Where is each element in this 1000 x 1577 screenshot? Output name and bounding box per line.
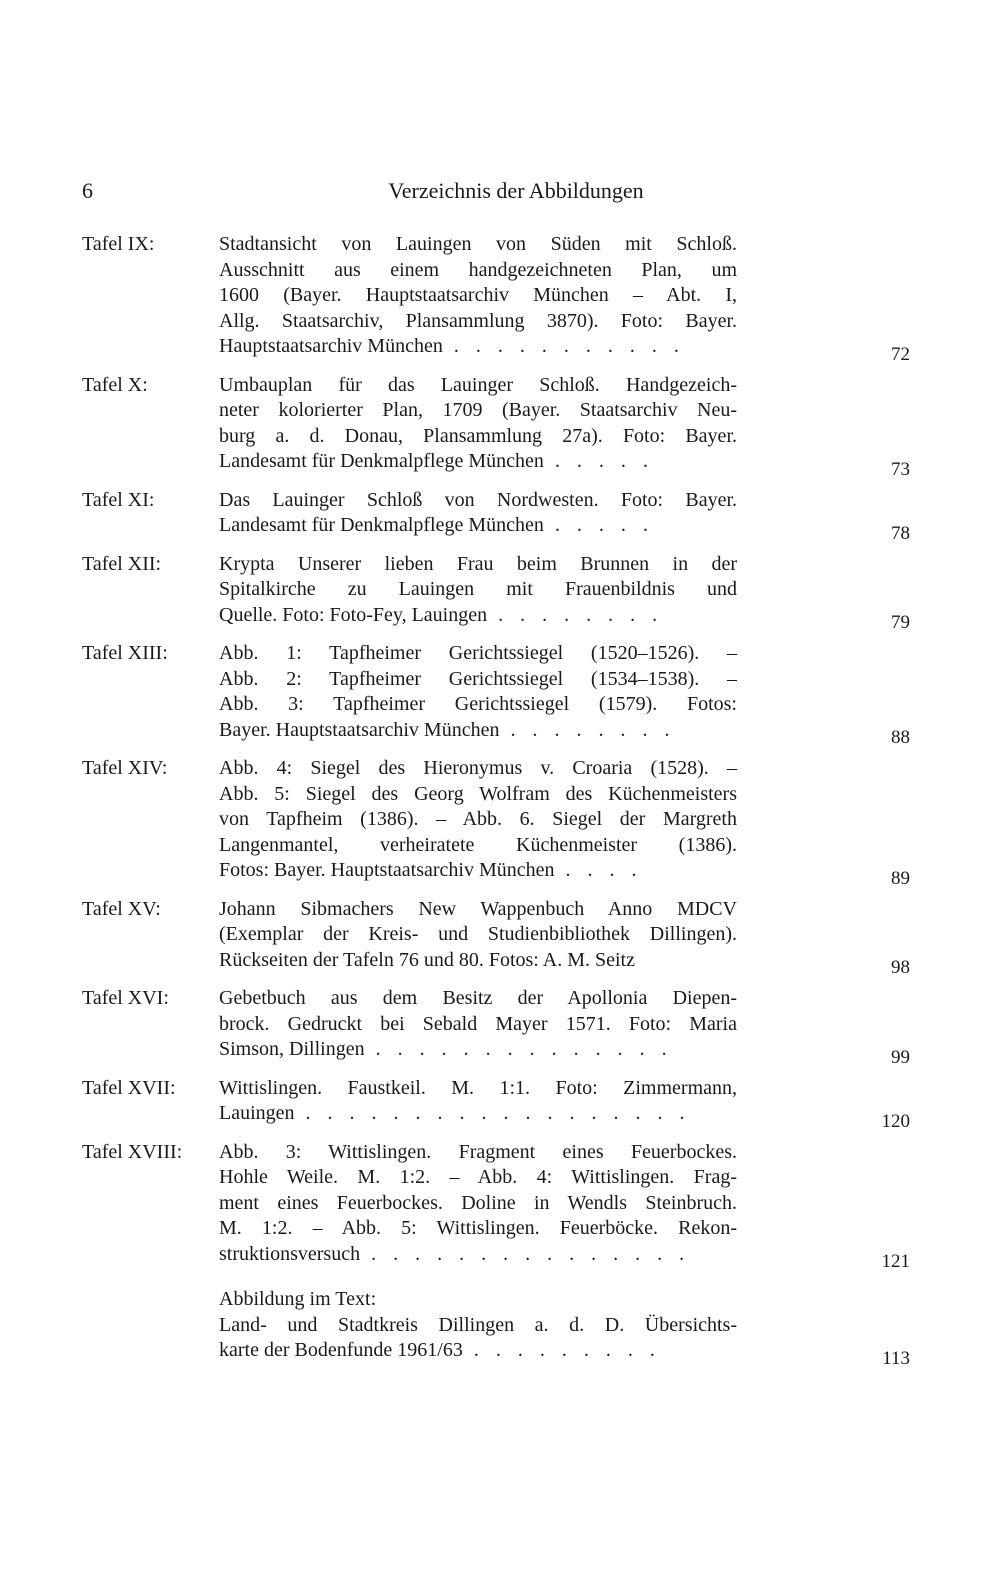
page-reference: 99 (891, 1046, 910, 1068)
plate-label: Tafel XI: (82, 488, 155, 511)
leader-dots: . . . . . . . . . (462, 1339, 661, 1361)
description-line (219, 782, 737, 808)
line-text: neter kolorierter Plan, 1709 (Bayer. Staatsarchiv Neu- (219, 399, 737, 421)
description-line (219, 897, 737, 923)
line-text: brock. Gedruckt bei Sebald Mayer 1571. Foto: Maria (219, 1012, 737, 1035)
running-title: Verzeichnis der Abbildungen (388, 178, 644, 203)
description-line (219, 1076, 737, 1102)
description-line (219, 667, 737, 693)
leader-dots: . . . . . . . . . . . (442, 335, 685, 357)
page-reference: 78 (891, 522, 910, 544)
figure-description (219, 897, 737, 974)
description-line (219, 1216, 737, 1242)
description-line (219, 398, 737, 424)
line-text: Spitalkirche zu Lauingen mit Frauenbildnis und (219, 578, 737, 600)
plate-label: Tafel XVIII: (82, 1140, 183, 1163)
line-text: burg a. d. Donau, Plansammlung 27a). Foto: Bayer. (219, 424, 737, 447)
leader-dots: . . . . (554, 859, 643, 881)
line-text: (Exemplar der Kreis- und Studienbibliothek Dillingen). (219, 923, 737, 945)
description-line (219, 922, 737, 948)
leader-dots: . . . . . . . . . . . . . . (364, 1038, 673, 1060)
description-line (219, 1191, 737, 1217)
figure-entry (82, 488, 910, 544)
line-text: Wittislingen. Faustkeil. M. 1:1. Foto: Zimmermann, (219, 1076, 737, 1099)
line-text: Hohle Weile. M. 1:2. – Abb. 4: Wittislingen. Frag- (219, 1166, 737, 1188)
figure-description (219, 986, 737, 1063)
figure-description (219, 552, 737, 629)
figure-description (219, 641, 737, 743)
figure-description (219, 488, 737, 539)
plate-label: Tafel IX: (82, 233, 155, 255)
figure-entry (82, 232, 910, 365)
line-text: Abb. 5: Siegel des Georg Wolfram des Küchenmeisters (219, 782, 737, 805)
figure-entry (82, 1076, 910, 1132)
line-text: Krypta Unserer lieben Frau beim Brunnen in der (219, 552, 737, 575)
description-line (219, 858, 737, 884)
description-line (219, 641, 737, 667)
plate-label: Tafel XIV: (82, 757, 168, 779)
leader-dots: . . . . . . . . . . . . . . . (360, 1242, 691, 1265)
description-line (219, 232, 737, 258)
page-reference: 98 (891, 957, 910, 978)
description-line (219, 552, 737, 578)
line-text: Stadtansicht von Lauingen von Süden mit Schloß. (219, 233, 737, 255)
description-line (219, 1165, 737, 1191)
description-line (219, 334, 737, 360)
page-reference: 79 (891, 612, 910, 633)
figure-description (219, 232, 737, 360)
figure-entry (82, 641, 910, 748)
description-line (219, 283, 737, 309)
leader-dots: . . . . . . . . (499, 718, 676, 741)
page-reference: 89 (891, 867, 910, 889)
line-text: Langenmantel, verheiratete Küchenmeister (1386). (219, 833, 737, 856)
line-text: ment eines Feuerbockes. Doline in Wendls Steinbruch. (219, 1191, 737, 1214)
line-text: Simson, Dillingen (219, 1038, 365, 1060)
line-text: Abb. 2: Tapfheimer Gerichtssiegel (1534–1538). – (219, 667, 737, 690)
figure-description (219, 756, 737, 884)
line-text: Landesamt für Denkmalpflege München (219, 450, 544, 472)
description-line (219, 1338, 737, 1364)
description-line (219, 718, 737, 744)
figure-entry (82, 373, 910, 480)
description-line (219, 577, 737, 603)
line-text: M. 1:2. – Abb. 5: Wittislingen. Feuerböcke. Rekon- (219, 1217, 737, 1239)
description-line (219, 488, 737, 514)
line-text: von Tapfheim (1386). – Abb. 6. Siegel der Margreth (219, 808, 737, 830)
plate-label: Tafel XVII: (82, 1076, 176, 1099)
leader-dots: . . . . . (543, 514, 654, 536)
line-text: Bayer. Hauptstaatsarchiv München (219, 718, 500, 741)
description-line (219, 948, 737, 974)
figure-entry (82, 756, 910, 889)
description-line (219, 986, 737, 1012)
description-line (219, 1037, 737, 1063)
line-text: Hauptstaatsarchiv München (219, 335, 443, 357)
description-line (219, 807, 737, 833)
description-line (219, 603, 737, 629)
page-number: 6 (82, 178, 93, 203)
text-figure-entry (82, 1287, 910, 1369)
line-text: Land- und Stadtkreis Dillingen a. d. D. Übersichts- (219, 1313, 737, 1336)
line-text: Abb. 4: Siegel des Hieronymus v. Croaria (1528). – (219, 757, 737, 779)
description-line (219, 833, 737, 859)
description-line (219, 1101, 737, 1127)
page-reference: 121 (881, 1251, 910, 1272)
line-text: karte der Bodenfunde 1961/63 (219, 1339, 463, 1361)
figure-description (219, 1076, 737, 1127)
line-text: Landesamt für Denkmalpflege München (219, 514, 544, 536)
line-text: Quelle. Foto: Foto-Fey, Lauingen (219, 603, 488, 626)
line-text: Lauingen (219, 1102, 295, 1124)
plate-label: Tafel XV: (82, 897, 161, 920)
description-line (219, 692, 737, 718)
leader-dots: . . . . . . . . . . . . . . . . . . (294, 1102, 691, 1124)
figure-list (82, 232, 910, 1377)
line-text: struktionsversuch (219, 1242, 361, 1265)
description-line (219, 1012, 737, 1038)
description-line (219, 424, 737, 450)
figure-entry (82, 986, 910, 1068)
page-reference: 88 (891, 727, 910, 748)
description-line (219, 449, 737, 475)
line-text: Abb. 3: Tapfheimer Gerichtssiegel (1579). Fotos: (219, 693, 737, 715)
description-line (219, 1313, 737, 1339)
line-text: Gebetbuch aus dem Besitz der Apollonia Diepen- (219, 987, 737, 1009)
line-text: Abb. 1: Tapfheimer Gerichtssiegel (1520–1526). – (219, 642, 737, 664)
figure-description (219, 373, 737, 475)
plate-label: Tafel XIII: (82, 642, 168, 664)
description-line (219, 258, 737, 284)
line-text: Ausschnitt aus einem handgezeichneten Plan, um (219, 258, 737, 281)
description-line (219, 513, 737, 539)
plate-label: Tafel XII: (82, 552, 162, 575)
description-line (219, 1242, 737, 1268)
page-reference: 120 (881, 1110, 910, 1132)
figure-description (219, 1287, 737, 1364)
page-header (82, 178, 910, 208)
description-line (219, 1140, 737, 1166)
line-text: Abb. 3: Wittislingen. Fragment eines Feuerbockes. (219, 1140, 737, 1163)
plate-label: Tafel X: (82, 373, 148, 396)
line-text: Johann Sibmachers New Wappenbuch Anno MDCV (219, 897, 737, 920)
figure-entry (82, 552, 910, 633)
line-text: Das Lauinger Schloß von Nordwesten. Foto: Bayer. (219, 488, 737, 511)
page-reference: 72 (891, 343, 910, 365)
leader-dots: . . . . . . . . (487, 603, 664, 626)
figure-entry (82, 897, 910, 978)
line-text: Umbauplan für das Lauinger Schloß. Handgezeich- (219, 373, 737, 396)
page-reference: 113 (882, 1347, 910, 1369)
line-text: 1600 (Bayer. Hauptstaatsarchiv München – Abt. I, (219, 284, 737, 306)
figure-description (219, 1140, 737, 1268)
description-line (219, 373, 737, 399)
line-text: Rückseiten der Tafeln 76 und 80. Fotos: A. M. Seitz (219, 948, 635, 971)
leader-dots: . . . . . (543, 450, 654, 472)
plate-label: Tafel XVI: (82, 987, 169, 1009)
text-figures-heading: Abbildung im Text: (219, 1288, 377, 1310)
line-text: Fotos: Bayer. Hauptstaatsarchiv München (219, 859, 555, 881)
page-reference: 73 (891, 458, 910, 480)
description-line (219, 309, 737, 335)
line-text: Allg. Staatsarchiv, Plansammlung 3870). Foto: Bayer. (219, 309, 737, 332)
description-line (219, 756, 737, 782)
figure-entry (82, 1140, 910, 1272)
